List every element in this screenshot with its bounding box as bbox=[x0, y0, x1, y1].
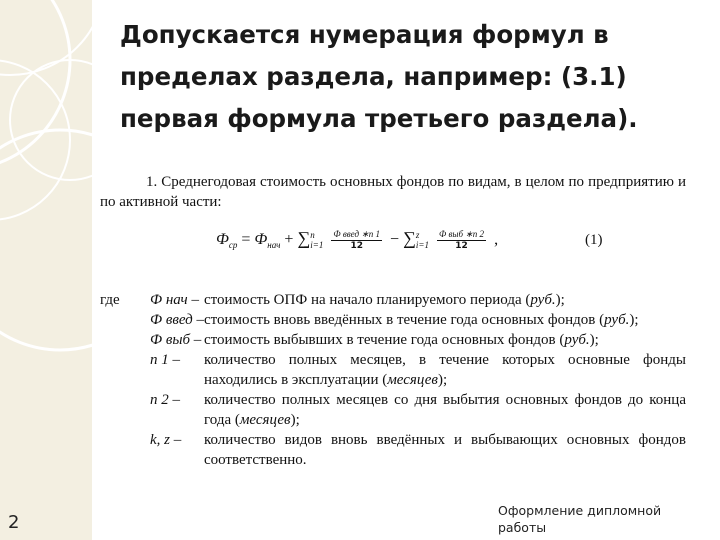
definition-text bbox=[204, 430, 686, 470]
fraction-denominator: 12 bbox=[350, 240, 363, 251]
definition-symbol: Ф нач – bbox=[150, 292, 199, 308]
definition-lead: где bbox=[100, 292, 120, 308]
definition-lead bbox=[100, 430, 150, 470]
fraction bbox=[331, 229, 382, 252]
heading-line: Допускается нумерация формул в bbox=[120, 20, 609, 49]
definition-symbol: n 1 – bbox=[150, 352, 180, 368]
formula-minus: − bbox=[390, 231, 400, 248]
definition-tail: ); bbox=[555, 292, 565, 308]
heading-line: первая формула третьего раздела). bbox=[120, 104, 638, 133]
formula-term1: Ф bbox=[254, 231, 268, 248]
definition-row bbox=[100, 330, 686, 350]
definition-desc: стоимость выбывших в течение года основных фондов ( bbox=[203, 332, 565, 348]
sum-lower: i=1 bbox=[415, 240, 429, 251]
definition-desc: количество полных месяцев, в течение которых основные фонды находились в эксплуатации ( bbox=[203, 352, 686, 388]
definitions-body bbox=[100, 290, 686, 470]
slide-heading bbox=[120, 14, 700, 140]
definition-unit: месяцев bbox=[239, 412, 291, 428]
definition-symbol: Ф выб – bbox=[150, 332, 202, 348]
definition-text bbox=[204, 290, 686, 310]
sum-upper: z bbox=[415, 230, 420, 241]
definition-lead bbox=[100, 310, 150, 330]
definition-text bbox=[204, 350, 686, 390]
fraction-numerator: Ф введ ∗n 1 bbox=[333, 228, 381, 239]
formula-plus: + bbox=[284, 231, 294, 248]
decorative-sidebar bbox=[0, 0, 92, 540]
definition-text bbox=[204, 390, 686, 430]
slide-number: 2 bbox=[8, 512, 20, 533]
definition-text bbox=[204, 310, 686, 330]
definition-lead bbox=[100, 330, 150, 350]
decorative-circles-icon bbox=[0, 0, 92, 540]
definition-tail: ); bbox=[629, 312, 639, 328]
formula-lhs-sub: ср bbox=[228, 240, 238, 251]
definition-desc: стоимость ОПФ на начало планируемого периода ( bbox=[203, 292, 531, 308]
definition-symbol: Ф введ – bbox=[150, 312, 204, 328]
sum-sign: ∑ bbox=[297, 228, 311, 248]
definition-unit: руб. bbox=[564, 332, 590, 348]
heading-line: пределах раздела, например: (3.1) bbox=[120, 62, 627, 91]
document-excerpt bbox=[100, 172, 686, 470]
sum-upper: n bbox=[310, 230, 315, 241]
definition-tail: ); bbox=[437, 372, 448, 388]
formula-lhs: Ф bbox=[216, 231, 229, 248]
sum-limits bbox=[310, 230, 323, 250]
definition-desc: количество видов вновь введённых и выбывающих основных фондов соответственно. bbox=[203, 432, 686, 468]
formula bbox=[216, 228, 498, 255]
formula-eq: = bbox=[241, 231, 251, 248]
sum-lower: i=1 bbox=[310, 240, 324, 251]
fraction-numerator: Ф выб ∗n 2 bbox=[439, 228, 485, 239]
definition-row bbox=[100, 430, 686, 470]
definition-unit: руб. bbox=[530, 292, 556, 308]
sum-sign: ∑ bbox=[403, 228, 416, 248]
definitions-table bbox=[100, 290, 686, 470]
definition-row bbox=[100, 390, 686, 430]
fraction bbox=[437, 229, 486, 252]
definition-row bbox=[100, 290, 686, 310]
formula-comma: , bbox=[494, 231, 499, 248]
definition-unit: руб. bbox=[604, 312, 630, 328]
definition-unit: месяцев bbox=[387, 372, 438, 388]
definition-row bbox=[100, 350, 686, 390]
definition-symbol: n 2 – bbox=[150, 392, 180, 408]
formula-number: (1) bbox=[585, 232, 603, 248]
formula-block bbox=[100, 218, 686, 268]
definition-desc: количество полных месяцев со дня выбытия основных фондов до конца года ( bbox=[203, 392, 686, 428]
formula-term1-sub: нач bbox=[267, 240, 281, 251]
definition-tail: ); bbox=[290, 412, 300, 428]
fraction-denominator: 12 bbox=[455, 240, 468, 251]
definition-symbol: k, z – bbox=[150, 432, 182, 448]
intro-paragraph: 1. Среднегодовая стоимость основных фондов по видам, в целом по предприятию и по активной части: bbox=[100, 174, 686, 210]
definition-lead bbox=[100, 390, 150, 430]
definition-row bbox=[100, 310, 686, 330]
definition-lead bbox=[100, 350, 150, 390]
definition-tail: ); bbox=[589, 332, 599, 348]
sum-limits bbox=[416, 230, 429, 250]
definition-desc: стоимость вновь введённых в течение года основных фондов ( bbox=[203, 312, 605, 328]
footer-text: Оформление дипломной работы bbox=[498, 503, 662, 535]
definition-text bbox=[204, 330, 686, 350]
